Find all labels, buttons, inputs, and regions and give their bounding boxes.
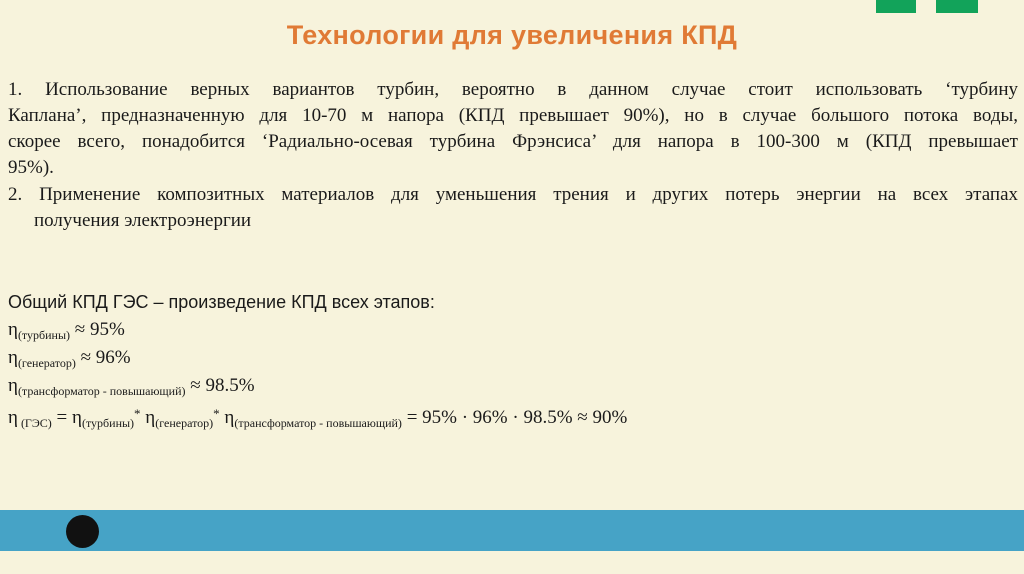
result: = 95% · 96% · 98.5% ≈ 90% [401, 407, 628, 428]
list-item-1 [8, 77, 1018, 181]
value: ≈ 98.5% [185, 375, 255, 396]
subscript: (трансформатор - повышающий) [17, 384, 186, 398]
formula-total [8, 400, 1008, 428]
slide-title: Технологии для увеличения КПД [286, 20, 738, 50]
decorative-dot [66, 515, 99, 548]
eta-symbol: η [72, 407, 82, 428]
value: ≈ 95% [70, 319, 125, 340]
eta-symbol: η [8, 347, 18, 368]
footer-bar [0, 510, 1024, 551]
star: * [134, 406, 141, 421]
text-line: скорее всего, понадобится ‘Радиально-осевая турбина Фрэнсиса’ для напора в 100-300 м (КПД превышает [8, 131, 1018, 152]
corner-decoration [936, 0, 978, 13]
eta-symbol: η [8, 407, 18, 428]
text-line: получения электроэнергии [34, 210, 252, 231]
eta-symbol: η [145, 407, 156, 428]
star: * [213, 406, 220, 421]
formula-transformer [8, 372, 1008, 400]
eta-symbol: η [224, 407, 235, 428]
equals: = [51, 407, 73, 428]
subscript: (генератор) [155, 416, 214, 430]
formula-heading: Общий КПД ГЭС – произведение КПД всех этапов: [8, 292, 435, 312]
corner-decoration [876, 0, 916, 13]
formula-generator [8, 344, 1008, 372]
subscript: (ГЭС) [17, 416, 52, 430]
formula-turbine [8, 316, 1008, 344]
list-item-2 [8, 182, 1018, 234]
text-line: 2. Применение композитных материалов для уменьшения трения и других потерь энергии на всех этапах [8, 184, 1018, 205]
eta-symbol: η [8, 375, 18, 396]
subscript: (трансформатор - повышающий) [234, 416, 402, 430]
eta-symbol: η [8, 319, 18, 340]
value: ≈ 96% [75, 347, 131, 368]
efficiency-formulas [8, 288, 1008, 428]
text-line: 95%). [8, 157, 54, 178]
subscript: (турбины) [17, 328, 71, 342]
text-line: Каплана’, предназначенную для 10-70 м напора (КПД превышает 90%), но в случае большого потока воды, [8, 105, 1018, 126]
subscript: (турбины) [81, 416, 135, 430]
subscript: (генератор) [17, 356, 76, 370]
text-line: 1. Использование верных вариантов турбин, вероятно в данном случае стоит использовать ‘турбину [8, 79, 1018, 100]
